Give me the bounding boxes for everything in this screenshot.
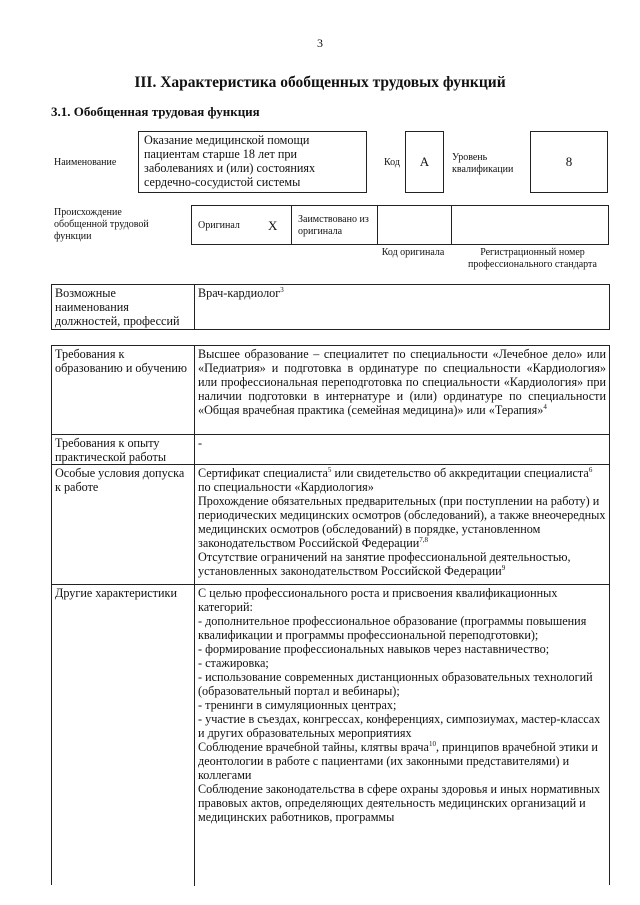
experience-value: - — [198, 436, 203, 450]
level-value-box — [530, 131, 608, 193]
condition-text: Отсутствие ограничений на занятие профессиональной деятельностью, установленных законодательством Российской Федерации — [198, 550, 571, 578]
original-label: Оригинал — [198, 220, 240, 231]
divider — [451, 206, 452, 244]
other-oath — [198, 740, 606, 782]
other-item: - стажировка; — [198, 656, 269, 670]
footnote: 6 — [588, 466, 593, 474]
conditions-value — [195, 465, 609, 579]
other-intro: С целью профессионального роста и присвоения квалификационных категорий: — [198, 586, 558, 614]
other-item: - формирование профессиональных навыков через наставничество; — [198, 642, 550, 656]
other-item: - участие в съездах, конгрессах, конференциях, симпозиумах, мастер-классах и других образовательных мероприятиях — [198, 712, 601, 740]
education-value: Высшее образование – специалитет по специальности «Лечебное дело» или «Педиатрия» и подготовка в ординатуре по специальности «Кардиология» или профессиональная переподготовка по специальности «Кардиология» при наличии подготовки в интернатуре и (или) ординатуре по специальности «Общая врачебная практика (семейная медицина)» или «Терапия» — [198, 347, 606, 417]
other-text: , принципов врачебной этики и деонтологии в работе с пациентами (их законными представителями) и коллегами — [198, 740, 598, 782]
other-label: Другие характеристики — [55, 586, 177, 600]
experience-label: Требования к опыту практической работы — [55, 436, 167, 464]
code-original-caption: Код оригинала — [381, 247, 445, 258]
level-label: Уровень квалификации — [452, 152, 514, 175]
divider — [291, 206, 292, 244]
code-label: Код — [384, 157, 400, 168]
origin-label: Происхождение обобщенной трудовой функции — [54, 207, 149, 242]
education-label: Требования к образованию и обучению — [55, 347, 188, 375]
reg-number-caption: Регистрационный номер профессионального стандарта — [468, 247, 597, 270]
positions-value: Врач-кардиолог — [198, 286, 281, 300]
footnote: 3 — [280, 286, 284, 294]
conditions-label: Особые условия допуска к работе — [55, 466, 185, 494]
other-item: - тренинги в симуляционных центрах; — [198, 698, 397, 712]
subsection-title: 3.1. Обобщенная трудовая функция — [51, 104, 260, 119]
borrowed-label: Заимствовано из оригинала — [298, 214, 369, 237]
level-value: 8 — [565, 154, 573, 169]
code-value-box — [405, 131, 444, 193]
footnote: 9 — [501, 564, 506, 572]
condition-text: по специальности «Кардиология» — [198, 480, 374, 494]
condition-no-restrictions — [198, 550, 606, 578]
positions-label: Возможные наименования должностей, профессий — [55, 286, 180, 328]
condition-medical-exams — [198, 494, 606, 550]
requirements-table — [51, 345, 610, 885]
condition-certificate — [198, 466, 606, 494]
other-text: Соблюдение врачебной тайны, клятвы врача — [198, 740, 429, 754]
other-law: Соблюдение законодательства в сфере охраны здоровья и иных нормативных правовых актов, определяющих деятельность медицинских организаций и медицинских работников, программы — [198, 782, 601, 824]
other-item: - использование современных дистанционных образовательных технологий (образовательный портал и вебинары); — [198, 670, 593, 698]
function-name-value: Оказание медицинской помощи пациентам старше 18 лет при заболеваниях и (или) состояниях сердечно-сосудистой системы — [144, 133, 316, 189]
positions-value-cell — [195, 285, 609, 301]
footnote: 5 — [327, 466, 332, 474]
origin-table — [191, 205, 609, 245]
footnote: 10 — [428, 740, 436, 748]
footnote: 4 — [543, 403, 547, 411]
condition-text: Прохождение обязательных предварительных (при поступлении на работу) и периодических медицинских осмотров (обследований), а также внеочередных медицинских осмотров (обследований) в порядке, установленном законодательством Российской Федерации — [198, 494, 606, 550]
original-mark: Х — [268, 218, 278, 233]
footnote: 7,8 — [419, 536, 428, 544]
condition-text: Сертификат специалиста — [198, 466, 328, 480]
name-label: Наименование — [54, 157, 117, 168]
other-value — [195, 585, 609, 825]
other-item: - дополнительное профессиональное образование (программы повышения квалификации и программы профессиональной переподготовки); — [198, 614, 587, 642]
page-number: 3 — [317, 36, 323, 50]
condition-text: или свидетельство об аккредитации специалиста — [331, 466, 589, 480]
positions-table — [51, 284, 610, 330]
section-title: III. Характеристика обобщенных трудовых функций — [134, 74, 506, 91]
education-value-cell — [195, 346, 609, 418]
divider — [377, 206, 378, 244]
code-value: А — [419, 154, 430, 169]
function-name-box — [138, 131, 367, 193]
